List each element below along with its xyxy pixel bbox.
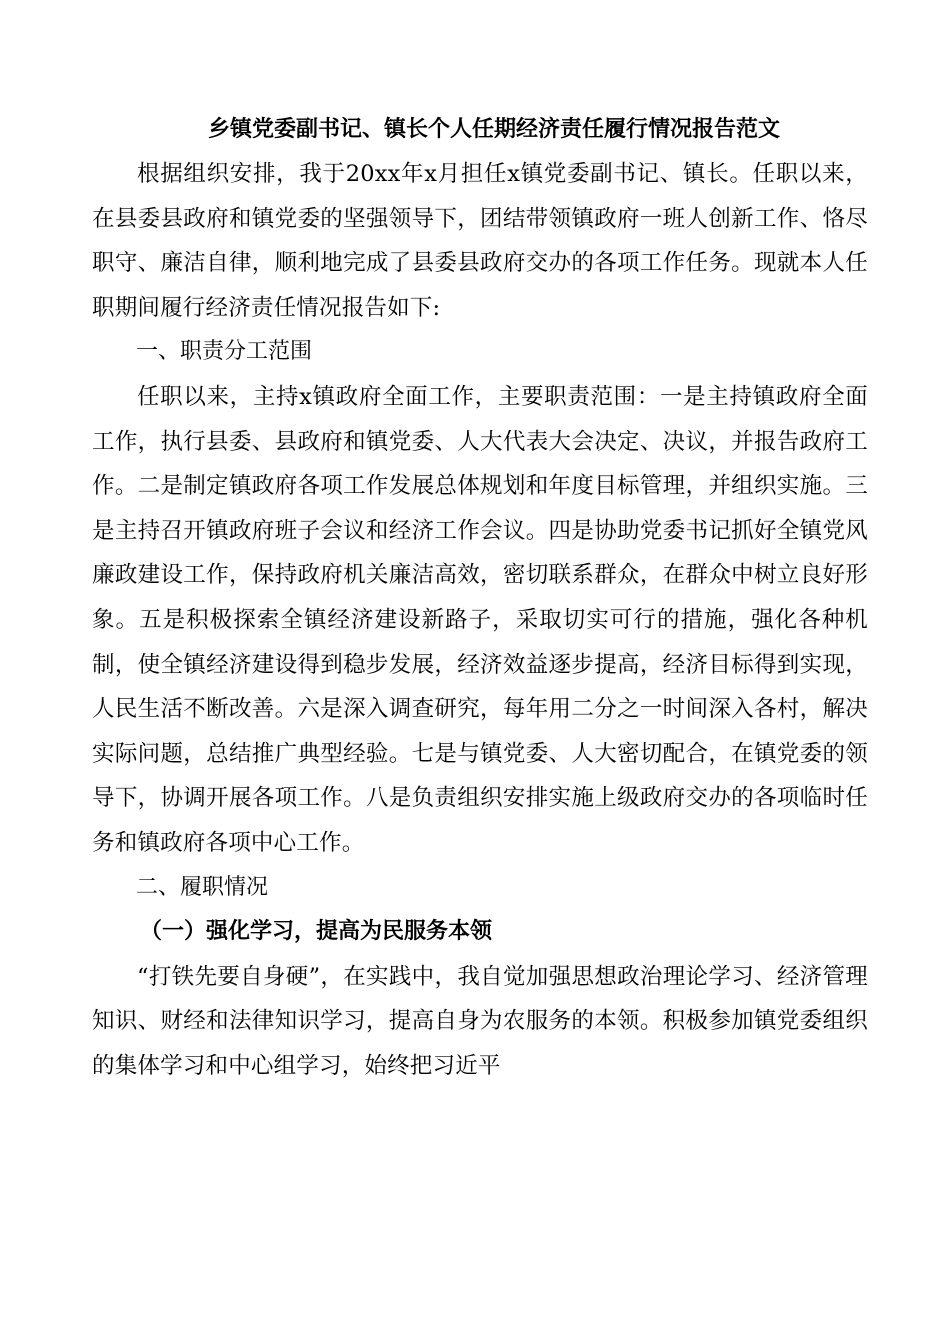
document-page xyxy=(92,108,868,1088)
intro-paragraph: 根据组织安排，我于20xx年x月担任x镇党委副书记、镇长。任职以来，在县委县政府和镇党委的坚强领导下，团结带领镇政府一班人创新工作、恪尽职守、廉洁自律，顺利地完成了县委县政府交办的各项工作任务。现就本人任职期间履行经济责任情况报告如下: xyxy=(92,161,868,321)
subsection-1-heading: （一）强化学习，提高为民服务本领 xyxy=(140,919,493,945)
section-1-heading: 一、职责分工范围 xyxy=(136,339,313,365)
document-title: 乡镇党委副书记、镇长个人任期经济责任履行情况报告范文 xyxy=(207,117,780,142)
section-1-body: 任职以来，主持x镇政府全面工作，主要职责范围：一是主持镇政府全面工作，执行县委、县政府和镇党委、人大代表大会决定、决议，并报告政府工作。二是制定镇政府各项工作发展总体规划和年度目标管理，并组织实施。三是主持召开镇政府班子会议和经济工作会议。四是协助党委书记抓好全镇党风廉政建设工作，保持政府机关廉洁高效，密切联系群众，在群众中树立良好形象。五是积极探索全镇经济建设新路子，采取切实可行的措施，强化各种机制，使全镇经济建设得到稳步发展，经济效益逐步提高，经济目标得到实现，人民生活不断改善。六是深入调查研究，每年用二分之一时间深入各村，解决实际问题，总结推广典型经验。七是与镇党委、人大密切配合，在镇党委的领导下，协调开展各项工作。八是负责组织安排实施上级政府交办的各项临时任务和镇政府各项中心工作。 xyxy=(92,383,868,856)
section-2-heading: 二、履职情况 xyxy=(136,874,269,900)
subsection-1-body: “打铁先要自身硬”，在实践中，我自觉加强思想政治理论学习、经济管理知识、财经和法律知识学习，提高自身为农服务的本领。积极参加镇党委组织的集体学习和中心组学习，始终把习近平 xyxy=(92,963,868,1079)
